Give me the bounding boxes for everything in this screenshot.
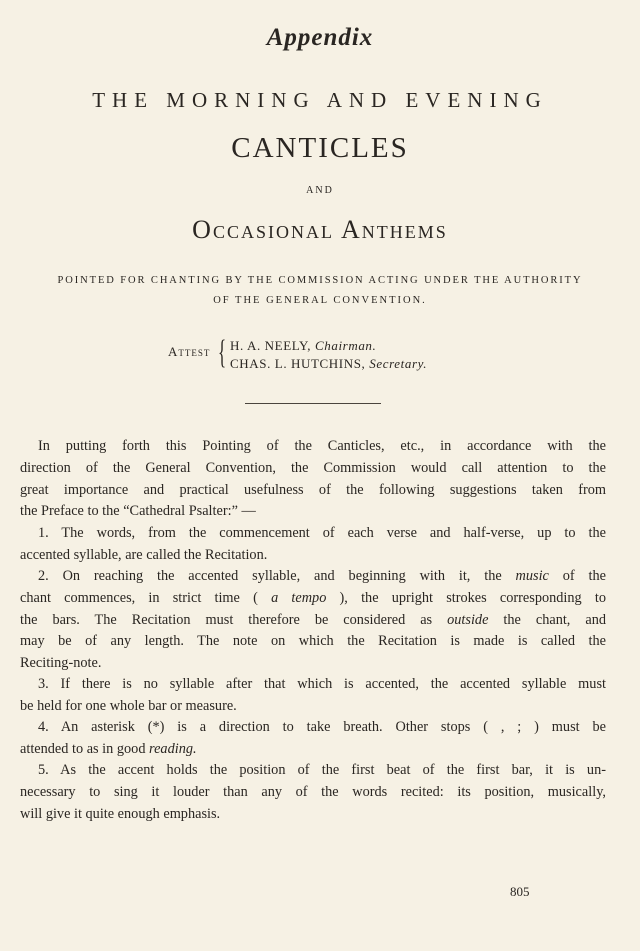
title-canticles: CANTICLES — [231, 132, 409, 164]
italic-word: a tempo — [271, 589, 327, 606]
attest-label: Attest — [168, 344, 211, 359]
secretary-name: CHAS. L. HUTCHINS, — [230, 356, 366, 371]
chairman-name: H. A. NEELY, — [230, 338, 312, 353]
chairman-role: Chairman. — [315, 338, 377, 353]
text-line: be held for one whole bar or measure. — [20, 697, 237, 714]
title-and: AND — [306, 185, 334, 196]
text-line: 1. The words, from the commencement of each verse and half-verse, up to the — [38, 525, 606, 541]
intro-paragraph — [20, 436, 606, 523]
text-line: direction of the General Convention, the Commission would call attention to the — [20, 459, 606, 476]
text-line — [20, 588, 606, 610]
text-line — [20, 566, 606, 588]
attest-chairman — [230, 338, 376, 354]
italic-word: reading. — [149, 740, 197, 757]
rule-4-paragraph — [20, 717, 606, 761]
text-line: great importance and practical usefulness of the following suggestions taken from — [20, 481, 606, 498]
attest-secretary — [230, 356, 427, 372]
text-run: attended to as in good — [20, 740, 146, 757]
text-run: ), the upright strokes corresponding to — [339, 589, 607, 606]
text-line: 3. If there is no syllable after that which is accented, the accented syllable must — [38, 676, 606, 692]
text-line — [20, 610, 606, 632]
text-run: the chant, and — [503, 611, 607, 628]
rule-5-paragraph — [20, 760, 606, 825]
text-line: may be of any length. The note on which the Recitation is made is called the — [20, 633, 606, 650]
rule-3-paragraph — [20, 674, 606, 718]
rule-2-paragraph — [20, 566, 606, 675]
text-run: 2. On reaching the accented syllable, and beginning with it, the — [38, 568, 502, 584]
title-occasional-anthems: Occasional Anthems — [192, 215, 448, 244]
text-run: the bars. The Recitation must therefore be considered as — [20, 611, 433, 628]
text-line: 5. As the accent holds the position of the first beat of the first bar, it is un- — [38, 762, 606, 778]
page-number: 805 — [510, 884, 530, 899]
brace-icon: { — [218, 334, 227, 371]
text-line: accented syllable, are called the Recitation. — [20, 546, 268, 563]
text-line: the Preface to the “Cathedral Psalter:” — — [20, 503, 256, 520]
text-line: In putting forth this Pointing of the Canticles, etc., in accordance with the — [38, 438, 606, 454]
text-line: Reciting-note. — [20, 655, 102, 672]
text-line — [20, 739, 606, 761]
secretary-role: Secretary. — [369, 356, 428, 371]
title-morning-evening: THE MORNING AND EVENING — [92, 88, 548, 112]
text-line: will give it quite enough emphasis. — [20, 805, 221, 822]
text-run: chant commences, in strict time ( — [20, 589, 258, 606]
text-run: of the — [562, 568, 606, 584]
italic-word: music — [515, 568, 549, 584]
rule-1-paragraph — [20, 523, 606, 567]
section-divider — [245, 403, 381, 404]
text-line: necessary to sing it louder than any of the words recited: its position, musically, — [20, 783, 606, 800]
text-line: 4. An asterisk (*) is a direction to take breath. Other stops ( , ; ) must be — [38, 719, 606, 735]
subtitle-line-2: OF THE GENERAL CONVENTION. — [213, 295, 427, 306]
italic-word: outside — [447, 611, 489, 628]
subtitle-line-1: POINTED FOR CHANTING BY THE COMMISSION ACTING UNDER THE AUTHORITY — [57, 275, 583, 286]
appendix-heading: Appendix — [266, 24, 374, 51]
